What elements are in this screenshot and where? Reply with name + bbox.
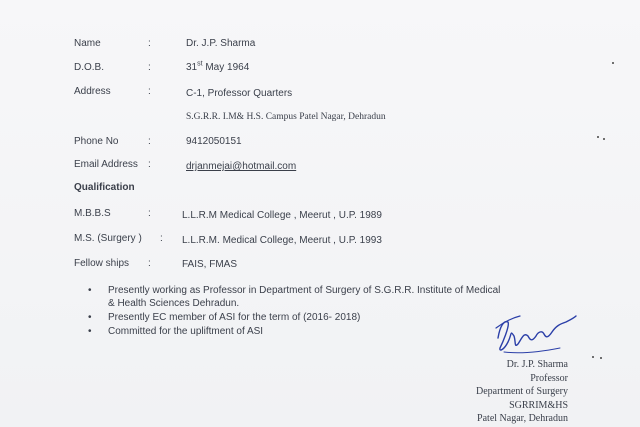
scan-speck: [603, 138, 605, 140]
qualification-value: L.L.R.M. Medical College, Meerut , U.P. 1993: [182, 235, 382, 246]
dob-rest: May 1964: [202, 62, 250, 73]
colon: :: [148, 208, 151, 219]
name-value: Dr. J.P. Sharma: [186, 38, 256, 49]
qualification-value: L.L.R.M Medical College , Meerut , U.P. 1989: [182, 210, 382, 221]
dob-value: [186, 62, 249, 73]
colon: :: [148, 159, 151, 170]
colon: :: [148, 38, 151, 49]
email-label: Email Address: [74, 159, 138, 170]
dob-day: 31: [186, 62, 198, 73]
colon: :: [148, 86, 151, 97]
list-item: • Committed for the upliftment of ASI: [88, 326, 264, 337]
qualification-value: FAIS, FMAS: [182, 259, 238, 270]
scan-speck: [597, 136, 599, 138]
bullet-list: [84, 284, 504, 338]
qualification-heading: Qualification: [74, 182, 135, 193]
list-item: • Presently EC member of ASI for the term of (2016- 2018): [88, 312, 361, 323]
address-line-2: S.G.R.R. I.M& H.S. Campus Patel Nagar, Dehradun: [186, 112, 386, 122]
colon: :: [148, 258, 151, 269]
scan-speck: [592, 356, 594, 358]
signatory-institute: SGRRIM&HS: [509, 399, 568, 411]
qualification-label: M.S. (Surgery ): [74, 233, 142, 244]
signatory-name: Dr. J.P. Sharma: [506, 359, 568, 370]
dob-suffix: st: [197, 60, 203, 68]
bullet-icon: •: [88, 326, 92, 337]
list-item: • Presently working as Professor in Department of Surgery of S.G.R.R. Institute of Medical & Health Sciences Dehradun.: [88, 285, 501, 309]
address-label: Address: [74, 86, 111, 97]
phone-value: 9412050151: [186, 136, 242, 147]
signatory-place: Patel Nagar, Dehradun: [477, 413, 568, 424]
signature-icon: [490, 308, 580, 358]
name-label: Name: [74, 38, 101, 49]
colon: :: [148, 136, 151, 147]
signatory-block: [476, 358, 568, 426]
qualification-label: Fellow ships: [74, 258, 130, 269]
signatory-department: Department of Surgery: [475, 386, 568, 397]
scan-speck: [600, 357, 602, 359]
scan-speck: [612, 62, 614, 64]
colon: :: [148, 62, 151, 73]
address-line-1: C-1, Professor Quarters: [186, 88, 293, 99]
colon: :: [160, 233, 163, 244]
signatory-designation: Professor: [530, 372, 568, 384]
qualification-label: M.B.B.S: [74, 208, 111, 219]
email-link[interactable]: drjanmejai@hotmail.com: [186, 161, 297, 172]
bullet-icon: •: [88, 285, 92, 296]
dob-label: D.O.B.: [74, 62, 105, 73]
bullet-icon: •: [88, 312, 92, 323]
phone-label: Phone No: [74, 136, 119, 147]
